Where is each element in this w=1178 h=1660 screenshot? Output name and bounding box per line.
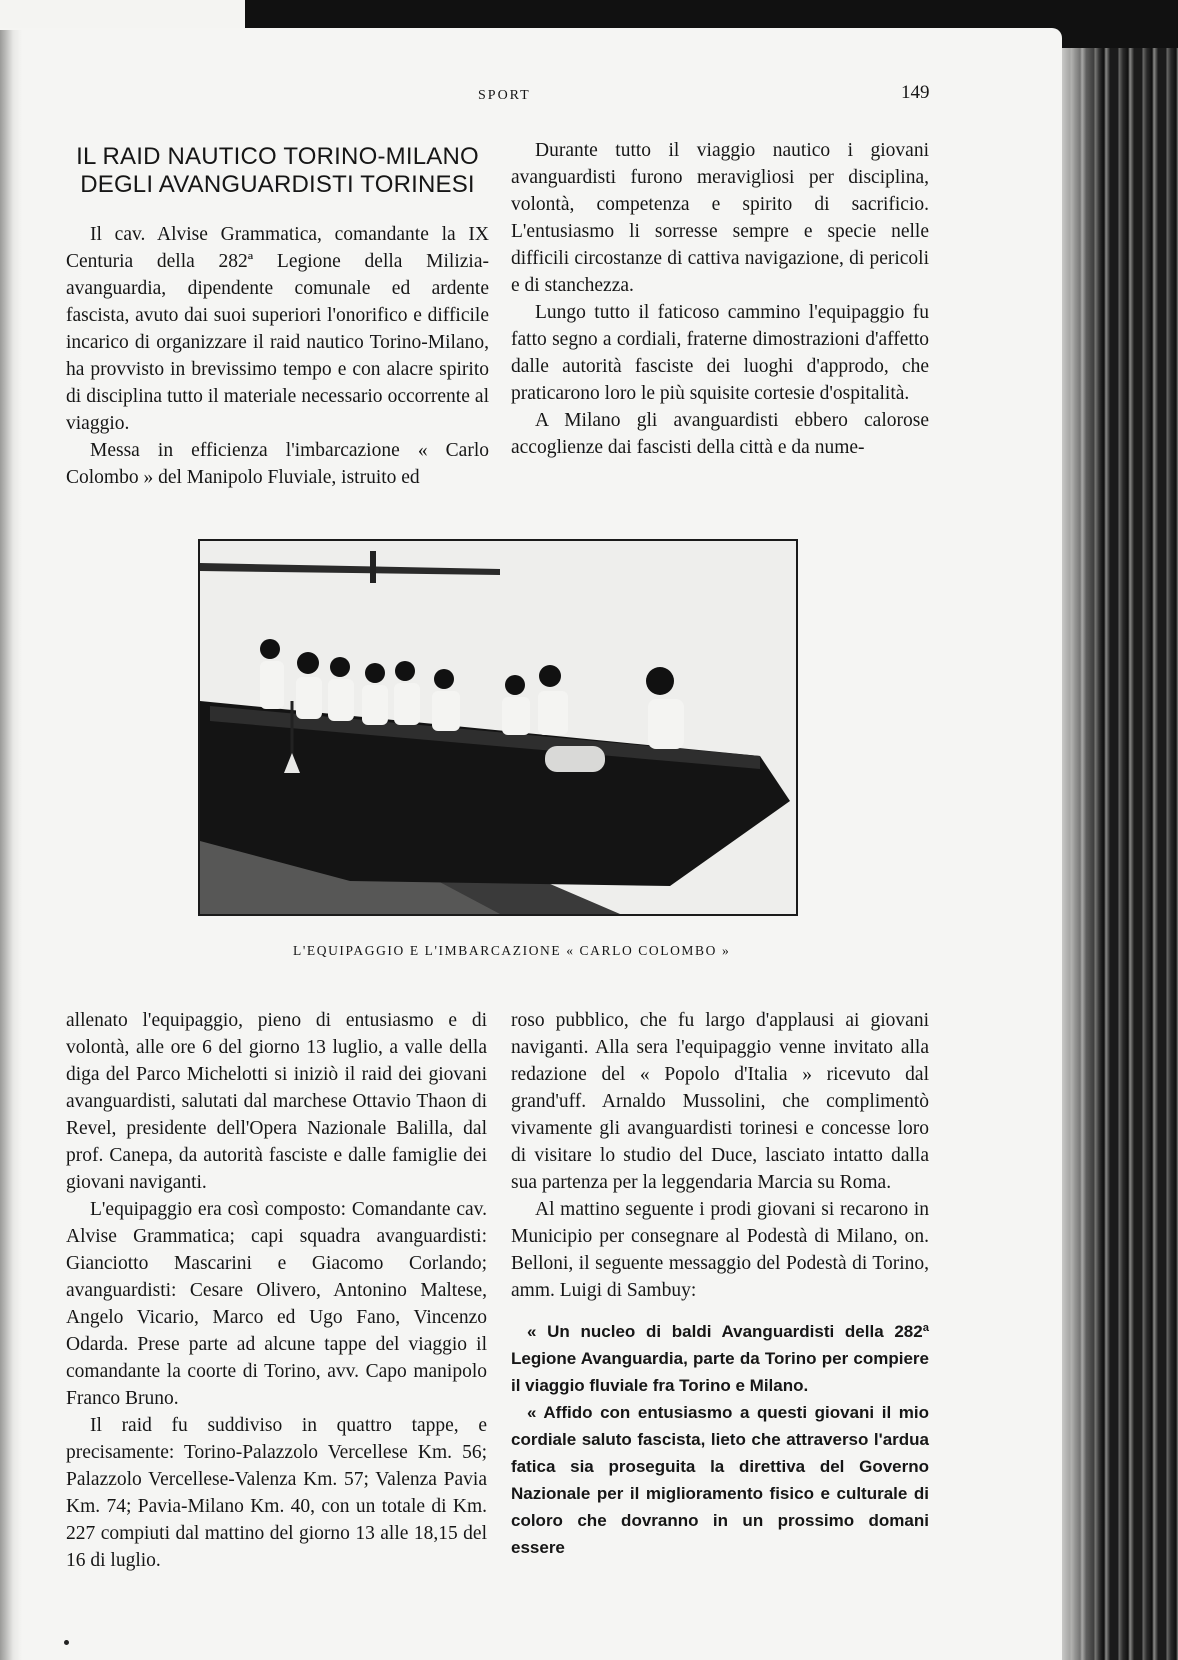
page-stack-shade [1062, 48, 1102, 1660]
boat-photo-illustration [200, 541, 796, 914]
paragraph: allenato l'equipaggio, pieno di entusiasmo e di volontà, alle ore 6 del giorno 13 luglio, a valle della diga del Parco Michelotti si iniziò il raid dei giovani avanguardisti, salutati dal marchese Ottavio Thaon di Revel, presidente dell'Opera Nazionale Balilla, dal prof. Canepa, da autorità fasciste e dalle famiglie dei giovani naviganti. [66, 1010, 487, 1193]
scan-margin [0, 0, 245, 28]
scan-speck [64, 1640, 69, 1645]
title-line-1: IL RAID NAUTICO TORINO-MILANO [76, 143, 479, 170]
column-top-left [66, 143, 489, 491]
paragraph: Messa in efficienza l'imbarcazione « Carlo Colombo » del Manipolo Fluviale, istruito ed [66, 440, 489, 488]
quoted-message [511, 1318, 929, 1561]
running-head: SPORT [478, 88, 531, 103]
paragraph: Durante tutto il viaggio nautico i giovani avanguardisti furono meravigliosi per disciplina, volontà, competenza e spirito di sacrificio. L'entusiasmo li sorresse sempre e specie nelle difficili circostanze di cattiva navigazione, di pericoli e di stanchezza. [511, 140, 929, 296]
column-top-right [511, 137, 929, 461]
page-number: 149 [901, 82, 930, 103]
photo-caption: L'EQUIPAGGIO E L'IMBARCAZIONE « CARLO COLOMBO » [293, 943, 731, 958]
quote-paragraph: « Un nucleo di baldi Avanguardisti della 282ª Legione Avanguardia, parte da Torino per compiere il viaggio fluviale fra Torino e Milano. [511, 1322, 929, 1395]
column-bottom-right [511, 1007, 929, 1561]
paragraph: Lungo tutto il faticoso cammino l'equipaggio fu fatto segno a cordiali, fraterne dimostrazioni d'affetto dalle autorità fasciste dei luoghi d'approdo, che praticarono loro le più squisite cortesie d'ospitalità. [511, 302, 929, 404]
crew-photo [198, 539, 798, 916]
paragraph: Al mattino seguente i prodi giovani si recarono in Municipio per consegnare al Podestà di Milano, on. Belloni, il seguente messaggio del Podestà di Torino, amm. Luigi di Sambuy: [511, 1199, 929, 1301]
paragraph: Il cav. Alvise Grammatica, comandante la IX Centuria della 282ª Legione della Milizia-avanguardia, dipendente comunale ed ardente fascista, avuto dai suoi superiori l'onorifico e difficile incarico di organizzare il raid nautico Torino-Milano, ha provvisto in brevissimo tempo e con alacre spirito di disciplina tutto il materiale necessario occorrente al viaggio. [66, 224, 489, 434]
paragraph: A Milano gli avanguardisti ebbero calorose accoglienze dai fascisti della città e da nume- [511, 410, 929, 458]
page-gutter [0, 30, 22, 1660]
paragraph: L'equipaggio era così composto: Comandante cav. Alvise Grammatica; capi squadra avanguardisti: Gianciotto Mascarini e Giacomo Corlando; avanguardisti: Cesare Olivero, Antonino Maltese, Angelo Vicario, Marco ed Ugo Fano, Vincenzo Odarda. Prese parte ad alcune tappe del viaggio il comandante la coorte di Torino, avv. Capo manipolo Franco Bruno. [66, 1199, 487, 1409]
paragraph: roso pubblico, che fu largo d'applausi ai giovani naviganti. Alla sera l'equipaggio venne invitato alla redazione del « Popolo d'Italia » ricevuto dal grand'uff. Arnaldo Mussolini, che complimentò vivamente gli avanguardisti torinesi e concesse loro di visitare lo studio del Duce, lasciato intatto dalla sua partenza per la leggendaria Marcia su Roma. [511, 1010, 929, 1193]
article-title [66, 143, 489, 199]
column-bottom-left [66, 1007, 487, 1574]
quote-paragraph: « Affido con entusiasmo a questi giovani il mio cordiale saluto fascista, lieto che attraverso l'ardua fatica sia proseguita la direttiva del Governo Nazionale per il miglioramento fisico e culturale di coloro che dovranno in un prossimo domani essere [511, 1403, 929, 1557]
title-line-2: DEGLI AVANGUARDISTI TORINESI [80, 171, 475, 198]
paragraph: Il raid fu suddiviso in quattro tappe, e precisamente: Torino-Palazzolo Vercellese Km. 56; Palazzolo Vercellese-Valenza Km. 57; Valenza Pavia Km. 74; Pavia-Milano Km. 40, con un totale di Km. 227 compiuti dal mattino del giorno 13 alle 18,15 del 16 di luglio. [66, 1415, 487, 1571]
